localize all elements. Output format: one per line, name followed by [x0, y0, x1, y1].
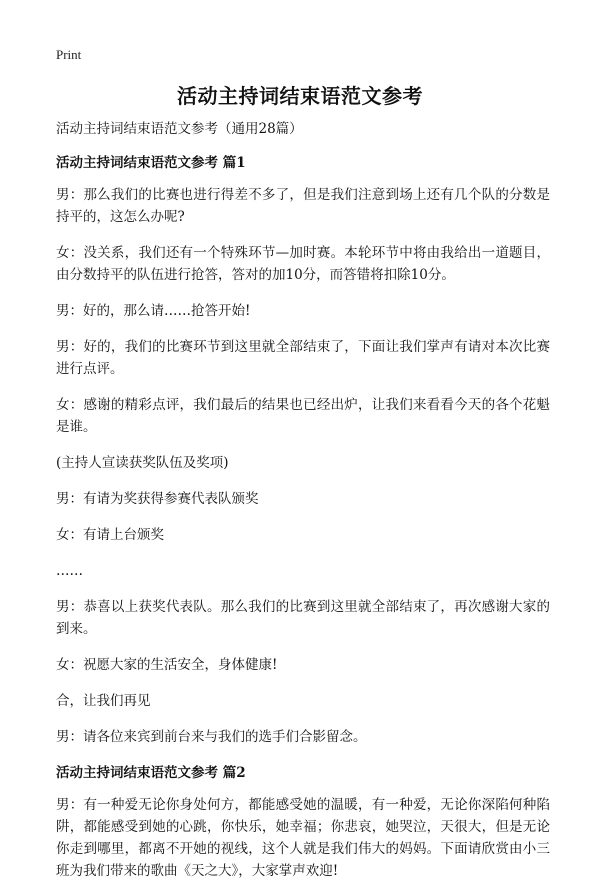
- paragraph: 男：好的，我们的比赛环节到这里就全部结束了，下面让我们掌声有请对本次比赛进行点评。: [56, 339, 550, 377]
- paragraph: 男：那么我们的比赛也进行得差不多了，但是我们注意到场上还有几个队的分数是持平的，这怎么办呢?: [56, 187, 550, 225]
- paragraph: 女：有请上台颁奖: [56, 527, 164, 543]
- document-subtitle: 活动主持词结束语范文参考（通用28篇）: [56, 121, 303, 137]
- document-body: [56, 118, 550, 896]
- paragraph: 女：祝愿大家的生活安全，身体健康!: [56, 657, 278, 673]
- section-1: [56, 152, 550, 748]
- paragraph: 男：恭喜以上获奖代表队。那么我们的比赛到这里就全部结束了，再次感谢大家的到来。: [56, 599, 550, 637]
- paragraph: 女：感谢的精彩点评，我们最后的结果也已经出炉，让我们来看看今天的各个花魁是谁。: [56, 397, 550, 435]
- paragraph: 男：有一种爱无论你身处何方，都能感受她的温暖，有一种爱，无论你深陷何种陷阱，都能感受到她的心跳，你快乐，她幸福；你悲哀，她哭泣，天很大，但是无论你走到哪里，都离不开她的视线，这个人就是我们伟大的妈妈。下面请欣赏由小三班为我们带来的歌曲《天之大》，大家掌声欢迎!: [56, 797, 550, 879]
- document-title: 活动主持词结束语范文参考: [177, 84, 423, 108]
- paragraph: (主持人宣读获奖队伍及奖项): [56, 455, 229, 471]
- paragraph: 男：有请为奖获得参赛代表队颁奖: [56, 491, 259, 507]
- section-2: [56, 762, 550, 882]
- paragraph: 合，让我们再见: [56, 693, 151, 709]
- paragraph: 女：没关系，我们还有一个特殊环节—加时赛。本轮环节中将由我给出一道题目，由分数持平的队伍进行抢答，答对的加10分，而答错将扣除10分。: [56, 245, 550, 283]
- print-link[interactable]: Print: [56, 47, 82, 62]
- paragraph: 男：请各位来宾到前台来与我们的选手们合影留念。: [56, 729, 367, 745]
- section-heading: 活动主持词结束语范文参考 篇1: [56, 155, 246, 171]
- paragraph: 男：好的，那么请……抢答开始!: [56, 303, 251, 319]
- paragraph: ……: [56, 563, 83, 579]
- section-heading: 活动主持词结束语范文参考 篇2: [56, 765, 246, 781]
